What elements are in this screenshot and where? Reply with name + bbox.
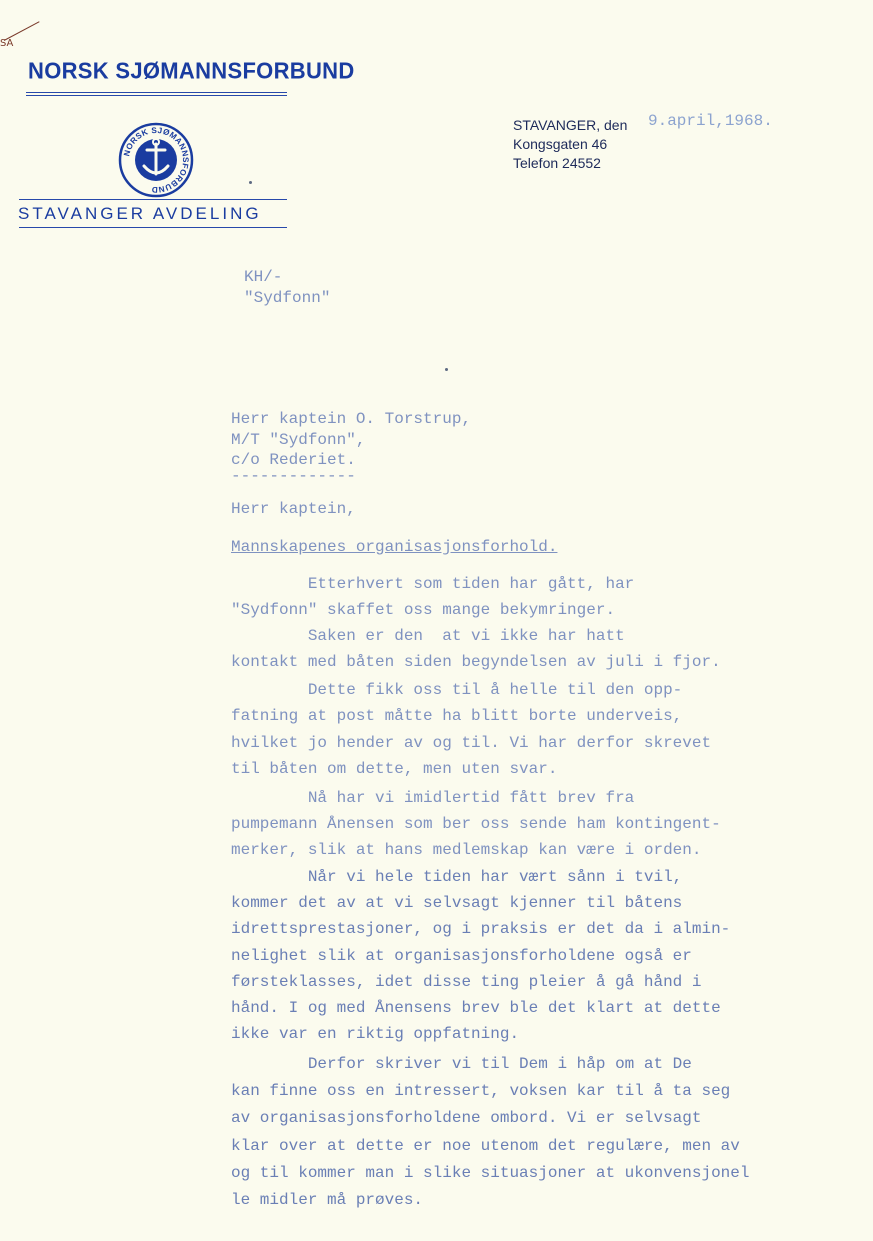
seal-text: NORSK SJØMANNSFORBUND <box>122 125 191 195</box>
body-line: klar over at dette er noe utenom det regulære, men av <box>231 1137 740 1155</box>
paper-speck <box>445 368 448 371</box>
reference-line-2: "Sydfonn" <box>244 289 331 307</box>
letterhead-rule-top <box>26 92 287 93</box>
body-line: til båten om dette, men uten svar. <box>231 760 558 778</box>
body-line: Derfor skriver vi til Dem i håp om at De <box>231 1055 692 1073</box>
body-line: hånd. I og med Ånensens brev ble det klart at dette <box>231 999 721 1017</box>
union-seal-logo <box>118 122 194 198</box>
body-line: Saken er den at vi ikke har hatt <box>231 627 625 645</box>
body-line: pumpemann Ånensen som ber oss sende ham kontingent- <box>231 815 721 833</box>
recipient-underline: ------------- <box>231 467 356 485</box>
body-line: ikke var en riktig oppfatning. <box>231 1025 520 1043</box>
letter-date: 9.april,1968. <box>648 112 773 130</box>
branch-rule-bottom <box>19 227 287 228</box>
recipient-line-1: Herr kaptein O. Torstrup, <box>231 410 472 428</box>
address-phone: Telefon 24552 <box>513 155 601 171</box>
subject-line: Mannskapenes organisasjonsforhold. <box>231 538 558 556</box>
body-line: kan finne oss en intressert, voksen kar til å ta seg <box>231 1082 731 1100</box>
body-line: Etterhvert som tiden har gått, har <box>231 575 635 593</box>
branch-rule-top <box>19 199 287 200</box>
org-name: NORSK SJØMANNSFORBUND <box>28 57 355 84</box>
letterhead-rule-top-2 <box>26 95 287 96</box>
body-line: nelighet slik at organisasjonsforholdene også er <box>231 947 692 965</box>
branch-name: STAVANGER AVDELING <box>18 204 262 223</box>
recipient-line-3: c/o Rederiet. <box>231 451 356 469</box>
body-line: kontakt med båten siden begyndelsen av juli i fjor. <box>231 653 721 671</box>
address-city-line: STAVANGER, den <box>513 117 628 133</box>
recipient-line-2: M/T "Sydfonn", <box>231 431 366 449</box>
body-line: Nå har vi imidlertid fått brev fra <box>231 789 635 807</box>
corner-mark: SA <box>0 38 14 49</box>
body-line: idrettsprestasjoner, og i praksis er det da i almin- <box>231 920 731 938</box>
body-line: merker, slik at hans medlemskap kan være i orden. <box>231 841 702 859</box>
body-line: hvilket jo hender av og til. Vi har derfor skrevet <box>231 734 712 752</box>
salutation: Herr kaptein, <box>231 500 356 518</box>
body-line: le midler må prøves. <box>231 1191 424 1209</box>
body-line: førsteklasses, idet disse ting pleier å gå hånd i <box>231 973 702 991</box>
address-street: Kongsgaten 46 <box>513 136 608 152</box>
body-line: Når vi hele tiden har vært sånn i tvil, <box>231 868 683 886</box>
body-line: av organisasjonsforholdene ombord. Vi er selvsagt <box>231 1109 702 1127</box>
body-line: "Sydfonn" skaffet oss mange bekymringer. <box>231 601 616 619</box>
paper-speck <box>249 181 252 184</box>
body-line: og til kommer man i slike situasjoner at ukonvensjonel <box>231 1164 750 1182</box>
body-line: fatning at post måtte ha blitt borte underveis, <box>231 707 683 725</box>
reference-line-1: KH/- <box>244 268 283 286</box>
body-line: Dette fikk oss til å helle til den opp- <box>231 681 683 699</box>
body-line: kommer det av at vi selvsagt kjenner til båtens <box>231 894 683 912</box>
